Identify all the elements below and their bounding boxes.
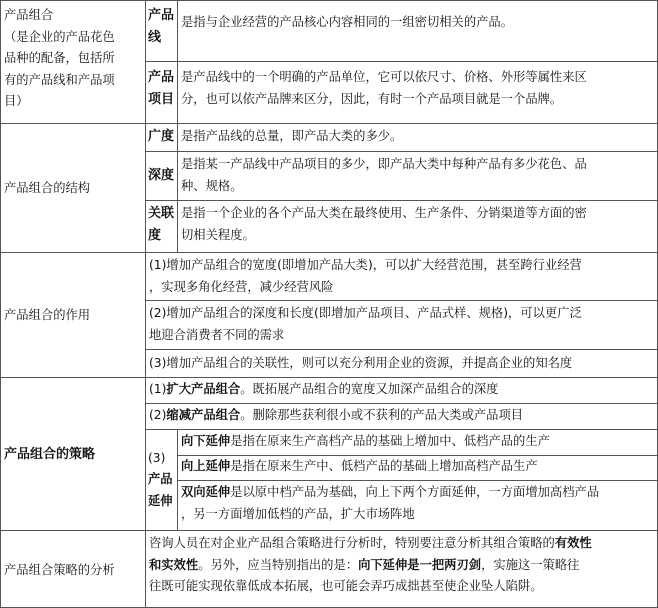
strategy-shrink: (2)缩减产品组合。删除那些获利很小或不获利的产品大类或产品项目 [149,408,524,422]
structure-label: 产品组合的结构 [4,181,91,196]
function-item-2: (2)增加产品组合的深度和长度(即增加产品项目、产品式样、规格)，可以更广泛 地迎合消费者不同的需求 [149,306,582,342]
divider-row-analysis [0,530,658,531]
product-line-term: 产品 线 [148,8,175,45]
divider-up-both [177,480,658,481]
width-desc: 是指产品线的总量，即产品大类的多少。 [181,129,403,143]
analysis-text: 咨询人员在对企业产品组合策略进行分析时，特别要注意分析其组合策略的有效性 和实效性。另外，应当特别指出的是：向下延伸是一把两刃剑，实施这一策略往 往既可能实现依靠低成本拓展，也可能会弄巧成拙甚至使企业坠人陷阱。 [149,536,592,593]
border-top [0,0,658,1]
divider-function-1-2 [145,300,658,301]
divider-function-2-3 [145,349,658,350]
product-item-desc: 是产品线中的一个明确的产品单位，它可以依尺寸、价格、外形等属性来区 分，也可以依产品牌来区分，因此，有时一个产品项目就是一个品牌。 [181,70,587,106]
relevance-term: 关联 度 [148,206,175,243]
divider-col-2-top [177,0,178,253]
extend-up: 向上延伸是指在原来生产中、低档产品的基础上增加高档产品生产 [181,459,538,473]
divider-row-strategy [0,377,658,378]
border-left [0,0,1,608]
function-label: 产品组合的作用 [4,308,91,323]
divider-row-function [0,252,658,253]
function-item-3: (3)增加产品组合的关联性，则可以充分利用企业的资源，并提高企业的知名度 [149,356,573,370]
strategy-label: 产品组合的策略 [4,447,96,463]
divider-depth-relevance [145,200,658,201]
divider-down-up [177,455,658,456]
strategy-expand: (1)扩大产品组合。既拓展产品组合的宽度又加深产品组合的深度 [149,382,499,396]
extend-down: 向下延伸是指在原来生产高档产品的基础上增加中、低档产品的生产 [181,434,550,448]
divider-shrink-extend [145,429,658,430]
depth-desc: 是指某一产品线中产品项目的多少，即产品大类中每种产品有多少花色、品 种、规格。 [181,157,587,193]
divider-line-item [145,61,658,62]
extend-both: 双向延伸是以原中档产品为基础，向上下两个方面延伸，一方面增加高档产品 ，另一方面增加低档的产品，扩大市场阵地 [181,485,600,521]
function-item-1: (1)增加产品组合的宽度(即增加产品大类)，可以扩大经营范围，甚至跨行业经营 ，实现多角化经营，减少经营风险 [149,258,582,294]
width-term: 广度 [148,129,175,144]
analysis-label: 产品组合策略的分析 [4,562,115,577]
product-item-term: 产品 项目 [148,70,175,107]
strategy-extend-label: (3) 产品 延伸 [148,450,173,508]
product-line-desc: 是指与企业经营的产品核心内容相同的一组密切相关的产品。 [181,15,514,29]
divider-row-structure [0,123,658,124]
relevance-desc: 是指一个企业的各个产品大类在最终使用、生产条件、分销渠道等方面的密 切相关程度。 [181,206,587,242]
divider-width-depth [145,151,658,152]
composition-label: 产品组合 （是企业的产品花色 品种的配备，包括所 有的产品线和产品项 目） [4,8,115,108]
divider-col-1 [145,0,146,608]
depth-term: 深度 [148,168,175,184]
divider-expand-shrink [145,403,658,404]
